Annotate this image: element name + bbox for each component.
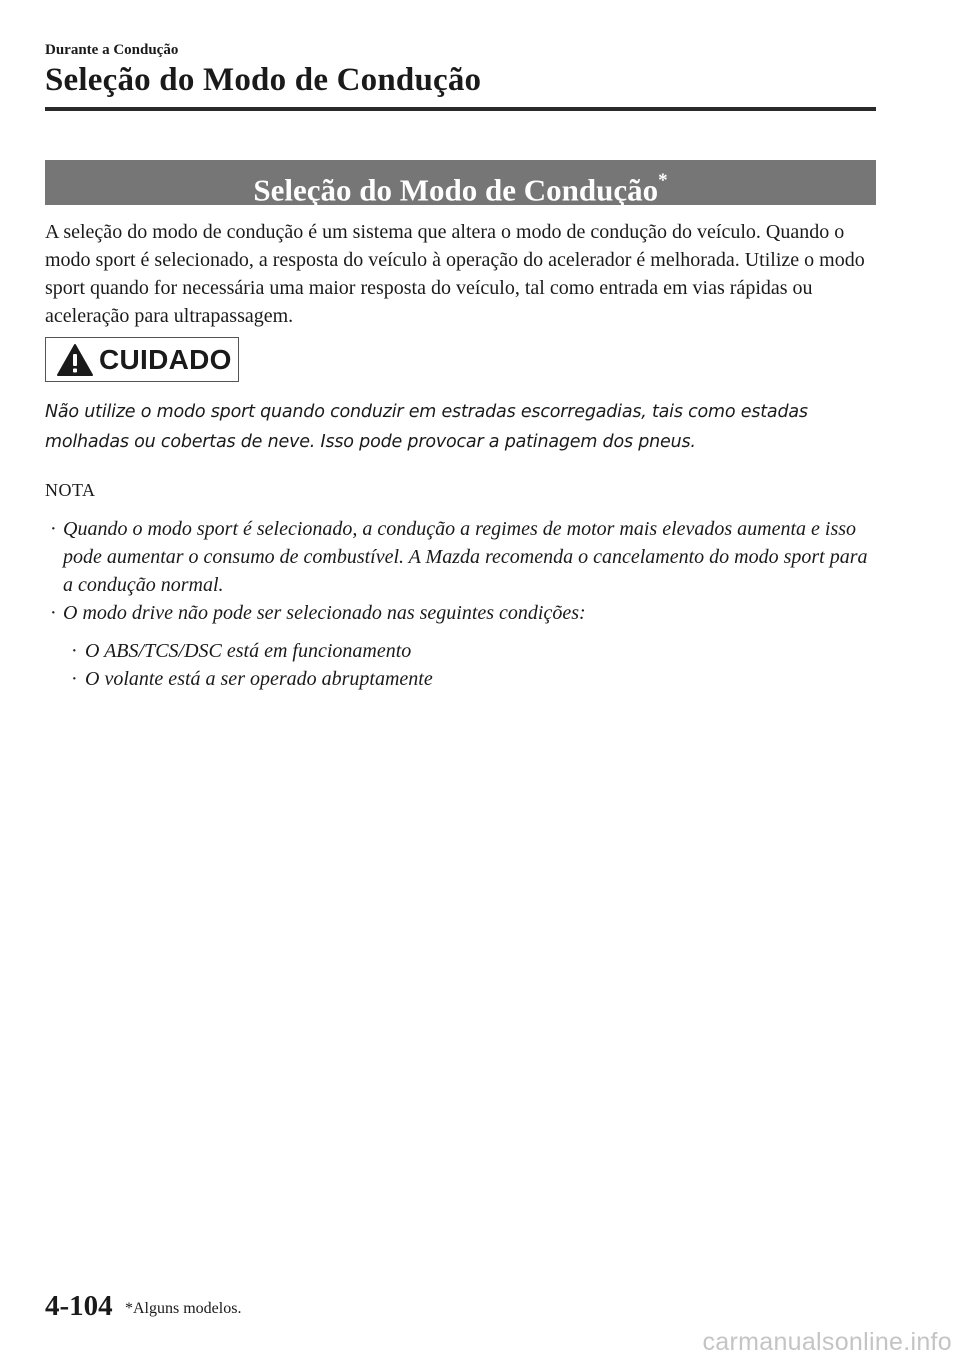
- note-item: [45, 515, 875, 599]
- warning-triangle-icon: [56, 343, 94, 377]
- bullet-icon: ·: [71, 668, 78, 690]
- note-subitem-text: O volante está a ser operado abruptamente: [85, 668, 433, 690]
- bullet-icon: ·: [50, 602, 57, 624]
- page-title: Seleção do Modo de Condução: [45, 62, 482, 98]
- note-subitem-text: O ABS/TCS/DSC está em funcionamento: [85, 640, 412, 662]
- caution-label: CUIDADO: [99, 343, 232, 375]
- section-banner: [45, 160, 876, 208]
- note-heading: NOTA: [45, 480, 96, 500]
- footnote: *Alguns modelos.: [125, 1300, 242, 1317]
- page-number: 4-104: [45, 1290, 113, 1322]
- bullet-icon: ·: [50, 518, 57, 540]
- section-title: Seleção do Modo de Condução: [253, 172, 659, 208]
- note-item-text: O modo drive não pode ser selecionado nas seguintes condições:: [63, 602, 586, 624]
- note-list: [45, 515, 875, 693]
- intro-paragraph: A seleção do modo de condução é um sistema que altera o modo de condução do veículo. Quando o modo sport é selecionado, a resposta do veículo à operação do acelerador é melhorada. Utilize o modo sport quando for necessária uma maior resposta do veículo, tal como entrada em vias rápidas ou aceleração para ultrapassagem.: [45, 221, 865, 327]
- note-item: [45, 599, 875, 693]
- note-subitem: [63, 637, 875, 665]
- caution-badge: [45, 337, 239, 382]
- chapter-label: Durante a Condução: [45, 42, 179, 58]
- bullet-icon: ·: [71, 640, 78, 662]
- note-subitem: [63, 665, 875, 693]
- title-divider: [45, 107, 876, 111]
- footnote-marker: *: [658, 170, 668, 191]
- watermark: carmanualsonline.info: [702, 1328, 952, 1356]
- note-sublist: [63, 637, 875, 693]
- caution-text: Não utilize o modo sport quando conduzir em estradas escorregadias, tais como estadas molhadas ou cobertas de neve. Isso pode provocar a patinagem dos pneus.: [45, 402, 808, 452]
- note-item-text: Quando o modo sport é selecionado, a condução a regimes de motor mais elevados aumenta e isso pode aumentar o consumo de combustível. A Mazda recomenda o cancelamento do modo sport para a condução normal.: [63, 518, 868, 596]
